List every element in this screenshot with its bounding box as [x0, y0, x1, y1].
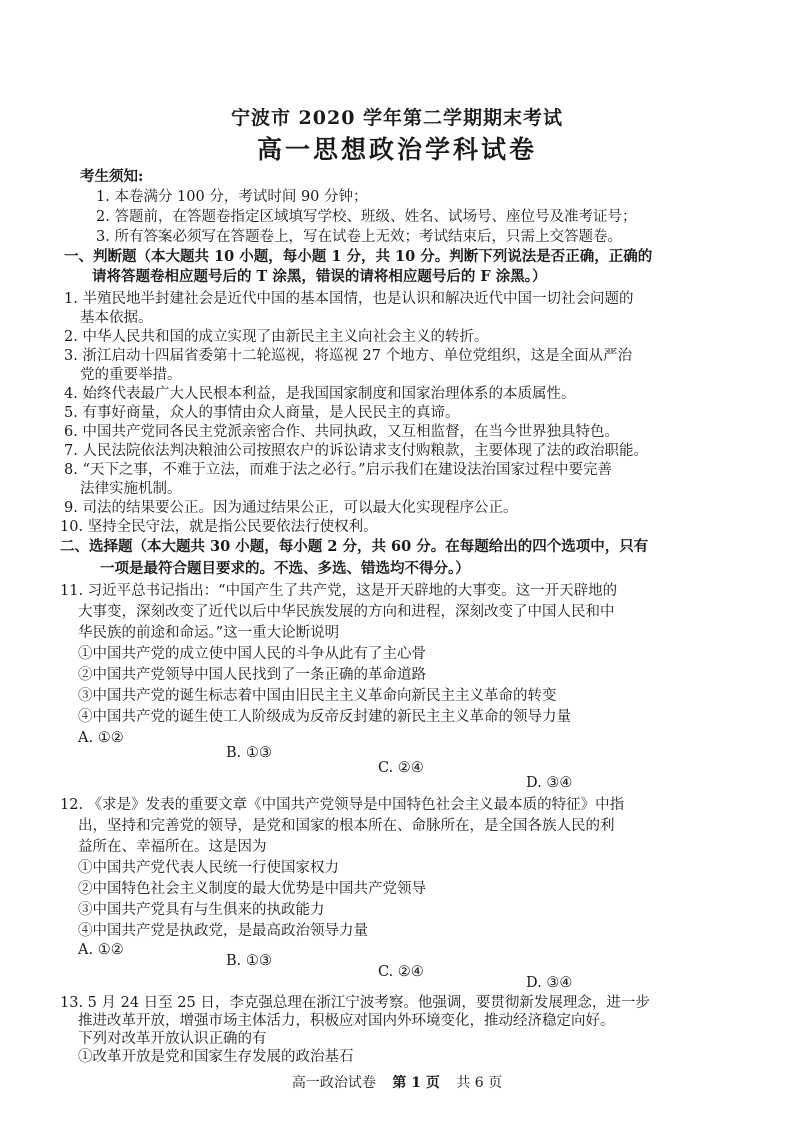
question-11-statement: ④中国共产党的诞生使工人阶级成为反帝反封建的新民主主义革命的领导力量	[78, 709, 571, 725]
page-number: 第 1 页	[392, 1075, 440, 1091]
judgment-q7: 7. 人民法院依法判决粮油公司按照农户的诉讼请求支付购粮款，主要体现了法的政治职能。	[64, 443, 648, 459]
notice-item: 2. 答题前，在答题卷指定区域填写学校、班级、姓名、试场号、座位号及准考证号；	[96, 209, 637, 225]
question-13-cont: 下列对改革开放认识正确的有	[78, 1031, 267, 1047]
page-total: 共 6 页	[456, 1075, 503, 1091]
question-13: 13. 5 月 24 日至 25 日，李克强总理在浙江宁波考察。他强调，要贯彻新发展理念，进一步	[60, 995, 650, 1011]
judgment-q1: 1. 半殖民地半封建社会是近代中国的基本国情，也是认识和解决近代中国一切社会问题的	[64, 291, 634, 307]
exam-subtitle: 高一思想政治学科试卷	[256, 135, 537, 164]
option-b: B. ①③	[226, 745, 272, 761]
section2-heading-cont: 一项是最符合题目要求的。不选、多选、错选均不得分。）	[100, 560, 470, 577]
question-12-statement: ③中国共产党具有与生俱来的执政能力	[78, 902, 325, 918]
option-d: D. ③④	[526, 775, 573, 791]
question-12-statement: ①中国共产党代表人民统一行使国家权力	[78, 860, 339, 876]
option-c: C. ②④	[378, 760, 424, 776]
question-11-cont: 华民族的前途和命运。”这一重大论断说明	[78, 625, 340, 641]
option-a: A. ①②	[78, 942, 124, 958]
question-11: 11. 习近平总书记指出：“中国产生了共产党，这是开天辟地的大事变。这一开天辟地的	[60, 583, 618, 599]
judgment-q9: 9. 司法的结果要公正。因为通过结果公正，可以最大化实现程序公正。	[64, 500, 518, 516]
question-12-statement: ④中国共产党是执政党，是最高政治领导力量	[78, 923, 368, 939]
question-11-statement: ①中国共产党的成立使中国人民的斗争从此有了主心骨	[78, 646, 426, 662]
judgment-q10: 10. 坚持全民守法，就是指公民要依法行使权利。	[60, 519, 378, 535]
judgment-q5: 5. 有事好商量，众人的事情由众人商量，是人民民主的真谛。	[64, 405, 460, 421]
judgment-q1-cont: 基本依据。	[80, 310, 153, 326]
question-13-statement: ①改革开放是党和国家生存发展的政治基石	[78, 1049, 354, 1065]
option-a: A. ①②	[78, 730, 124, 746]
judgment-q2: 2. 中华人民共和国的成立实现了由新民主主义向社会主义的转折。	[64, 329, 489, 345]
notice-item: 3. 所有答案必须写在答题卷上，写在试卷上无效；考试结束后，只需上交答题卷。	[96, 229, 622, 245]
judgment-q8-cont: 法律实施机制。	[80, 481, 182, 497]
notice-heading: 考生须知:	[80, 168, 144, 185]
option-c: C. ②④	[378, 964, 424, 980]
section2-heading: 二、选择题（本大题共 30 小题，每小题 2 分，共 60 分。在每题给出的四个选项中，只有	[60, 538, 649, 555]
page-footer	[0, 1072, 794, 1092]
question-12: 12. 《求是》发表的重要文章《中国共产党领导是中国特色社会主义最本质的特征》中指	[60, 797, 625, 813]
footer-label: 高一政治试卷	[291, 1075, 376, 1091]
question-11-statement: ③中国共产党的诞生标志着中国由旧民主主义革命向新民主主义革命的转变	[78, 688, 557, 704]
judgment-q3: 3. 浙江启动十四届省委第十二轮巡视，将巡视 27 个地方、单位党组织，这是全面从严治	[64, 348, 633, 364]
notice-item: 1. 本卷满分 100 分，考试时间 90 分钟；	[96, 189, 368, 205]
option-d: D. ③④	[526, 975, 573, 991]
question-13-cont: 推进改革开放，增强市场主体活力，积极应对国内外环境变化，推动经济稳定向好。	[78, 1013, 615, 1029]
question-12-cont: 益所在、幸福所在。这是因为	[78, 839, 267, 855]
exam-title: 宁波市 2020 学年第二学期期末考试	[230, 107, 564, 129]
section1-heading: 一、判断题（本大题共 10 小题，每小题 1 分，共 10 分。判断下列说法是否正确，正确的	[64, 248, 653, 265]
judgment-q3-cont: 党的重要举措。	[80, 367, 182, 383]
question-12-cont: 出，坚持和完善党的领导，是党和国家的根本所在、命脉所在，是全国各族人民的利	[78, 818, 615, 834]
judgment-q4: 4. 始终代表最广大人民根本利益，是我国国家制度和国家治理体系的本质属性。	[64, 386, 576, 402]
question-12-statement: ②中国特色社会主义制度的最大优势是中国共产党领导	[78, 881, 426, 897]
question-11-statement: ②中国共产党领导中国人民找到了一条正确的革命道路	[78, 667, 426, 683]
judgment-q8: 8. “天下之事，不难于立法，而难于法之必行。”启示我们在建设法治国家过程中要完善	[64, 462, 613, 478]
option-b: B. ①③	[226, 953, 272, 969]
section1-heading-cont: 请将答题卷相应题号后的 T 涂黑，错误的请将相应题号后的 F 涂黑。）	[92, 268, 547, 285]
judgment-q6: 6. 中国共产党同各民主党派亲密合作、共同执政，又互相监督，在当今世界独具特色。	[64, 424, 619, 440]
question-11-cont: 大事变，深刻改变了近代以后中华民族发展的方向和进程，深刻改变了中国人民和中	[78, 604, 615, 620]
